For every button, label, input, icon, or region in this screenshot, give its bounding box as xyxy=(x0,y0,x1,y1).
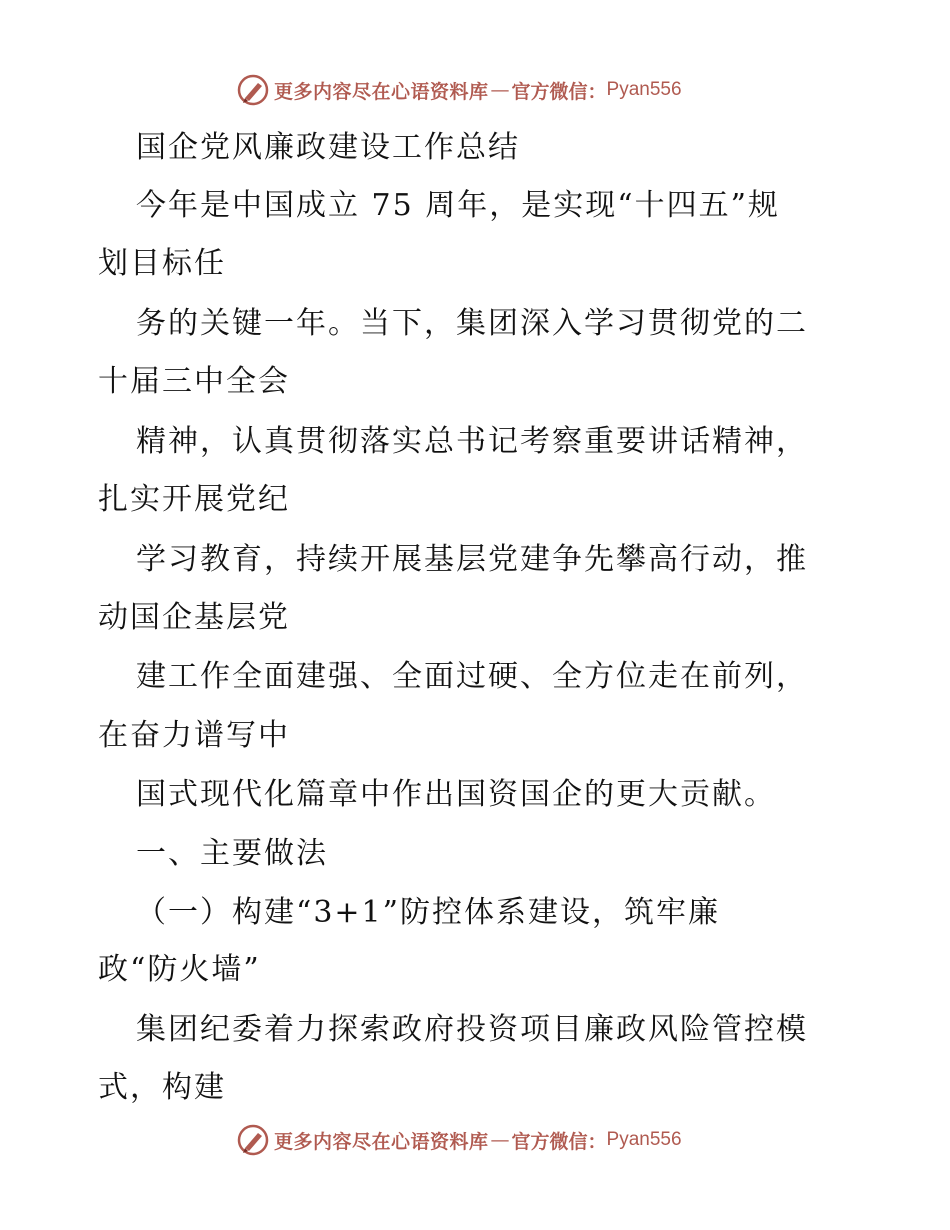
paragraph-line: 动国企基层党 xyxy=(98,600,290,635)
paragraph-line: 式，构建 xyxy=(98,1070,226,1105)
paragraph-line: 精神，认真贯彻落实总书记考察重要讲话精神， xyxy=(136,424,808,459)
watermark-wechat-id: Pyan556 xyxy=(606,79,682,100)
paragraph-line: 在奋力谱写中 xyxy=(98,718,290,753)
paragraph-line: 划目标任 xyxy=(98,246,226,281)
watermark-header xyxy=(236,73,682,107)
watermark-wechat-id: Pyan556 xyxy=(606,1129,682,1150)
watermark-suffix: 官方微信： xyxy=(511,1130,607,1153)
watermark-text: 更多内容尽在心语资料库 xyxy=(274,80,489,103)
paragraph-line: 务的关键一年。当下，集团深入学习贯彻党的二 xyxy=(136,306,808,341)
watermark-suffix: 官方微信： xyxy=(511,80,607,103)
watermark-footer xyxy=(236,1123,682,1157)
paragraph-line: 十届三中全会 xyxy=(98,364,290,399)
watermark-dash: — xyxy=(490,79,510,101)
document-title: 国企党风廉政建设工作总结 xyxy=(136,130,520,165)
watermark-text: 更多内容尽在心语资料库 xyxy=(274,1130,489,1153)
subsection-heading: （一）构建“3+1”防控体系建设，筑牢廉 xyxy=(136,895,720,930)
subsection-heading-cont: 政“防火墙” xyxy=(98,952,261,987)
paragraph-line: 扎实开展党纪 xyxy=(98,482,290,517)
pen-logo-icon xyxy=(236,73,270,107)
watermark-dash: — xyxy=(490,1129,510,1151)
section-heading: 一、主要做法 xyxy=(136,836,328,871)
paragraph-line: 集团纪委着力探索政府投资项目廉政风险管控模 xyxy=(136,1012,808,1047)
paragraph-line: 国式现代化篇章中作出国资国企的更大贡献。 xyxy=(136,777,776,812)
paragraph-line: 今年是中国成立 75 周年，是实现“十四五”规 xyxy=(136,188,780,223)
paragraph-line: 建工作全面建强、全面过硬、全方位走在前列， xyxy=(136,659,808,694)
pen-logo-icon xyxy=(236,1123,270,1157)
paragraph-line: 学习教育，持续开展基层党建争先攀高行动，推 xyxy=(136,542,808,577)
